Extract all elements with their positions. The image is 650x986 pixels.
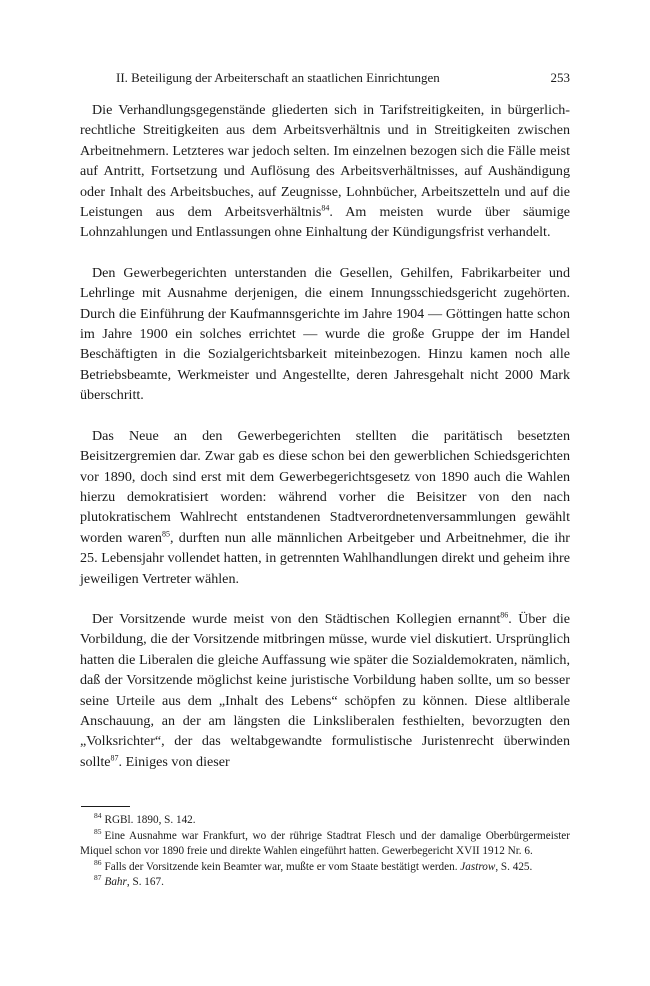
footnote-reference: 86	[500, 610, 509, 620]
footnote-marker: 86	[94, 857, 102, 867]
footnote-text: , S. 167.	[126, 876, 164, 888]
footnote-reference: 87	[110, 753, 119, 763]
text-run: Das Neue an den Gewerbegerichten stellten die paritätisch besetzten Beisitzergremien dar. Zwar gab es diese schon bei den gewerblichen Schiedsgerichten vor 1890, doch sind erst mit dem Gewerbegerichtsgesetz von 1890 auch die Wahlen hierzu demokratisiert worden: während vorher die Beisitzer von den nach plutokratischem Wahlrecht entstandenen Stadtverordnetenversammlungen gewählt worden waren	[80, 427, 570, 546]
footnote-marker: 87	[94, 873, 102, 883]
running-title: II. Beteiligung der Arbeiterschaft an staatlichen Einrichtungen	[116, 70, 440, 85]
text-run: . Am meisten wurde über säumige Lohnzahlungen und Entlassungen ohne Einhaltung der Kündigungsfrist verhandelt.	[80, 204, 570, 241]
footnote-text: Falls der Vorsitzende kein Beamter war, mußte er vom Staate bestätigt werden.	[104, 860, 461, 873]
text-run: , durften nun alle männlichen Arbeitgeber und Arbeitnehmer, die ihr 25. Lebensjahr vollendet hatten, in getrennten Wahlhandlungen direkt und geheim ihre jeweiligen Vertreter wählen.	[80, 529, 570, 587]
footnote	[80, 875, 570, 891]
footnote-text: RGBl. 1890, S. 142.	[104, 814, 196, 826]
author-name: Jastrow	[460, 860, 496, 873]
footnote-text: , S. 425.	[495, 860, 533, 873]
footnote-marker: 85	[94, 826, 102, 836]
footnote-text: Eine Ausnahme war Frankfurt, wo der rührige Stadtrat Flesch und der damalige Oberbürgermeister Miquel schon vor 1890 freie und direkte Wahlen eingeführt hatten. Gewerbegericht XVII 1912 Nr. 6.	[80, 829, 570, 857]
text-run: . Über die Vorbildung, die der Vorsitzende mitbringen müsse, wurde viel diskutiert. Ursprünglich hatten die Liberalen die gleiche Auffassung wie später die Sozialdemokraten, nämlich, daß der Vorsitzende möglichst keine juristische Vorbildung haben sollte, um so besser seine Urteile aus dem „Inhalt des Lebens“ schöpfen zu können. Diese altliberale Anschauung, an der am längsten die Linksliberalen festhielten, bevorzugten den „Volksrichter“, der das weltabgewandte formulistische Juristenrecht überwinden sollte	[80, 610, 570, 770]
footnote	[80, 826, 570, 860]
footnote	[80, 857, 570, 876]
footnote-marker: 84	[94, 811, 102, 821]
footnotes	[80, 813, 570, 891]
paragraph	[80, 100, 570, 243]
page-header	[80, 68, 570, 88]
footnote-separator	[81, 806, 130, 807]
author-name: Bahr	[104, 876, 127, 888]
footnote	[80, 813, 570, 829]
text-run: . Einiges von dieser	[118, 753, 230, 770]
text-run: Den Gewerbegerichten unterstanden die Gesellen, Gehilfen, Fabrikarbeiter und Lehrlinge mit Ausnahme derjenigen, die einem Innungsschiedsgericht zugehörten. Durch die Einführung der Kaufmannsgerichte im Jahre 1904 — Göttingen hatte schon im Jahre 1900 ein solches errichtet — wurde die große Gruppe der im Handel Beschäftigten in die Sozialgerichtsbarkeit miteinbezogen. Hinzu kamen noch alle Betriebsbeamte, Werkmeister und Angestellte, deren Jahresgehalt nicht 2000 Mark überschritt.	[80, 264, 570, 404]
page-number: 253	[550, 70, 570, 85]
footnote-reference: 85	[161, 529, 170, 539]
body-text	[80, 100, 570, 772]
text-run: Die Verhandlungsgegenstände gliederten sich in Tarifstreitigkeiten, in bürgerlich-rechtliche Streitigkeiten aus dem Arbeitsverhältnis und in Streitigkeiten zwischen Arbeitnehmern. Letzteres war jedoch selten. Im einzelnen bezogen sich die Fälle meist auf Antritt, Fortsetzung und Auflösung des Arbeitsverhältnisses, auf Aushändigung oder Inhalt des Arbeitsbuches, auf Zeugnisse, Lohnbücher, Arbeitszetteln und auf die Leistungen aus dem Arbeitsverhältnis	[80, 102, 570, 221]
text-run: Der Vorsitzende wurde meist von den Städtischen Kollegien ernannt	[92, 610, 501, 627]
paragraph	[80, 609, 570, 772]
paragraph	[80, 263, 570, 406]
footnote-reference: 84	[321, 203, 330, 213]
paragraph	[80, 426, 570, 589]
